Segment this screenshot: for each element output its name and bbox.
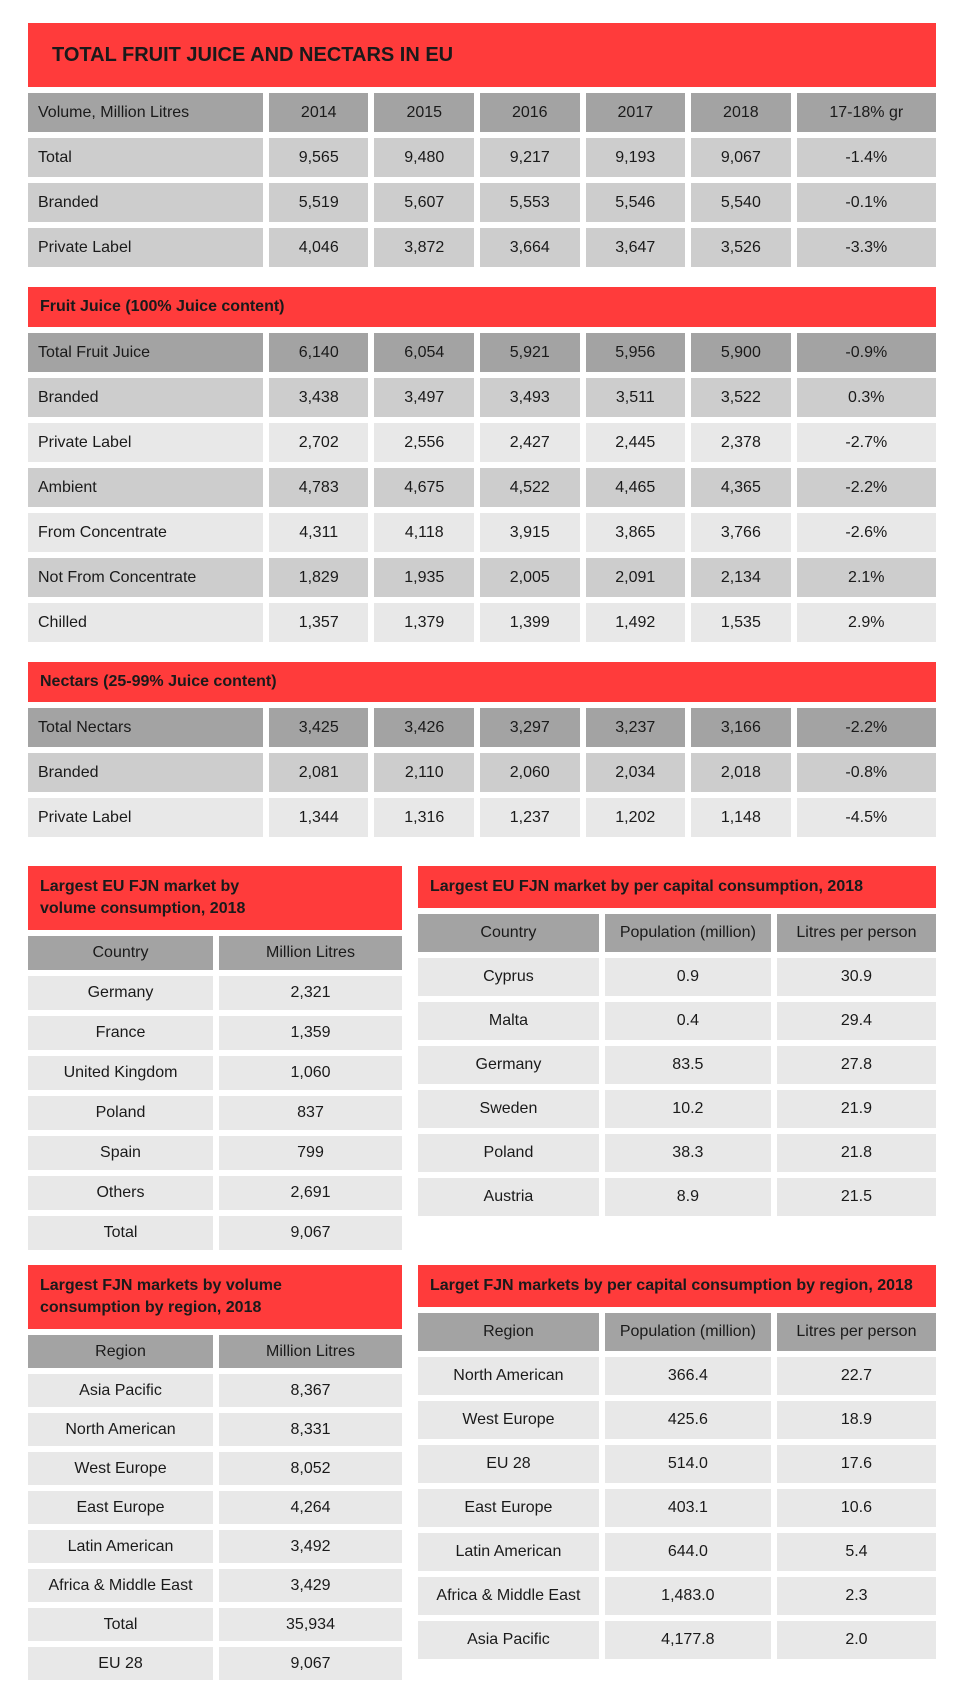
region-capita-title: Larget FJN markets by per capital consumption by region, 2018 — [418, 1265, 936, 1307]
table-cell: -0.1% — [797, 183, 936, 222]
table-cell: 2,378 — [691, 423, 791, 462]
table-cell: 1,359 — [219, 1016, 402, 1050]
table-cell: 3,426 — [374, 708, 474, 747]
table-cell: 22.7 — [777, 1357, 936, 1395]
table-cell: 3,664 — [480, 228, 580, 267]
table-cell: 3,166 — [691, 708, 791, 747]
table-cell: 0.3% — [797, 378, 936, 417]
table-cell: 18.9 — [777, 1401, 936, 1439]
header-cell: Region — [28, 1335, 213, 1368]
table-cell: 2.3 — [777, 1577, 936, 1615]
table-row — [28, 513, 936, 552]
table-cell: 4,465 — [586, 468, 686, 507]
row-label: Total Nectars — [28, 708, 263, 747]
table-row — [28, 93, 936, 132]
table-cell: 3,297 — [480, 708, 580, 747]
table-cell: 9,565 — [269, 138, 369, 177]
table-cell: -4.5% — [797, 798, 936, 837]
row-label: Africa & Middle East — [28, 1569, 213, 1602]
header-cell: Country — [28, 936, 213, 970]
table-cell: -2.6% — [797, 513, 936, 552]
table-cell: 3,429 — [219, 1569, 402, 1602]
header-cell: Million Litres — [219, 936, 402, 970]
table-cell: 1,344 — [269, 798, 369, 837]
table-cell: 2,556 — [374, 423, 474, 462]
table-cell: -2.2% — [797, 468, 936, 507]
table-row — [28, 1016, 402, 1050]
table-cell: 9,067 — [691, 138, 791, 177]
table-cell: 644.0 — [605, 1533, 771, 1571]
table-row — [28, 1413, 402, 1446]
table-row — [28, 1096, 402, 1130]
juice-section-title: Fruit Juice (100% Juice content) — [28, 287, 936, 327]
table-cell: 1,492 — [586, 603, 686, 642]
table-cell: 8,052 — [219, 1452, 402, 1485]
table-cell: 0.4 — [605, 1002, 771, 1040]
row-label: Poland — [418, 1134, 599, 1172]
table-cell: 1,060 — [219, 1056, 402, 1090]
table-cell: 4,783 — [269, 468, 369, 507]
table-row — [418, 1445, 936, 1483]
table-cell: 1,148 — [691, 798, 791, 837]
table-row — [418, 1533, 936, 1571]
table-row — [28, 603, 936, 642]
table-cell: 9,217 — [480, 138, 580, 177]
table-cell: 38.3 — [605, 1134, 771, 1172]
header-cell: 17-18% gr — [797, 93, 936, 132]
header-cell: Population (million) — [605, 914, 771, 952]
table-cell: 21.8 — [777, 1134, 936, 1172]
row-label: Chilled — [28, 603, 263, 642]
table-row — [28, 468, 936, 507]
row-label: Germany — [418, 1046, 599, 1084]
row-label: EU 28 — [418, 1445, 599, 1483]
row-label: Branded — [28, 183, 263, 222]
table-cell: 3,497 — [374, 378, 474, 417]
region-volume-title-line2: consumption by region, 2018 — [40, 1299, 262, 1316]
table-cell: 4,118 — [374, 513, 474, 552]
table-header-row — [28, 936, 402, 970]
header-cell: 2018 — [691, 93, 791, 132]
table-cell: 1,237 — [480, 798, 580, 837]
table-row — [418, 1401, 936, 1439]
row-label: Total — [28, 1608, 213, 1641]
table-cell: 1,483.0 — [605, 1577, 771, 1615]
nectar-section-title: Nectars (25-99% Juice content) — [28, 662, 936, 702]
table-cell: 837 — [219, 1096, 402, 1130]
table-row — [28, 1216, 402, 1250]
row-label: Branded — [28, 378, 263, 417]
header-cell: 2014 — [269, 93, 369, 132]
table-cell: -2.7% — [797, 423, 936, 462]
header-cell: Litres per person — [777, 1313, 936, 1351]
table-row — [28, 183, 936, 222]
eu-volume-title-line1: Largest EU FJN market by — [40, 878, 240, 895]
table-cell: 3,493 — [480, 378, 580, 417]
row-label: Spain — [28, 1136, 213, 1170]
table-cell: 5,900 — [691, 333, 791, 372]
table-cell: 4,264 — [219, 1491, 402, 1524]
table-cell: 2,691 — [219, 1176, 402, 1210]
table-row — [28, 976, 402, 1010]
table-cell: 3,511 — [586, 378, 686, 417]
table-row — [418, 1046, 936, 1084]
table-cell: 3,872 — [374, 228, 474, 267]
table-cell: 2,005 — [480, 558, 580, 597]
table-row — [418, 1134, 936, 1172]
eu-volume-body — [28, 936, 402, 1250]
row-label: Cyprus — [418, 958, 599, 996]
table-cell: 4,046 — [269, 228, 369, 267]
table-cell: -3.3% — [797, 228, 936, 267]
table-row — [28, 333, 936, 372]
table-cell: 8.9 — [605, 1178, 771, 1216]
table-cell: 2,091 — [586, 558, 686, 597]
row-label: Total — [28, 138, 263, 177]
table-cell: -1.4% — [797, 138, 936, 177]
table-row — [28, 423, 936, 462]
table-cell: 3,425 — [269, 708, 369, 747]
main-title: TOTAL FRUIT JUICE AND NECTARS IN EU — [28, 23, 936, 87]
table-cell: 3,492 — [219, 1530, 402, 1563]
table-cell: 6,054 — [374, 333, 474, 372]
table-row — [28, 1452, 402, 1485]
table-cell: 514.0 — [605, 1445, 771, 1483]
table-cell: 5,607 — [374, 183, 474, 222]
table-row — [418, 1621, 936, 1659]
table-row — [418, 1357, 936, 1395]
table-cell: 403.1 — [605, 1489, 771, 1527]
eu-volume-title — [28, 866, 402, 930]
table-row — [28, 1569, 402, 1602]
main-header-row — [28, 93, 936, 132]
header-cell: 2016 — [480, 93, 580, 132]
row-label: Malta — [418, 1002, 599, 1040]
table-cell: 21.5 — [777, 1178, 936, 1216]
table-cell: 3,915 — [480, 513, 580, 552]
table-cell: 5,519 — [269, 183, 369, 222]
table-cell: 2,060 — [480, 753, 580, 792]
row-label: Asia Pacific — [28, 1374, 213, 1407]
table-cell: 1,399 — [480, 603, 580, 642]
table-cell: 1,535 — [691, 603, 791, 642]
table-cell: 5,956 — [586, 333, 686, 372]
table-row — [28, 228, 936, 267]
header-cell: 2015 — [374, 93, 474, 132]
table-cell: 0.9 — [605, 958, 771, 996]
region-capita-table — [418, 1265, 936, 1659]
table-cell: 83.5 — [605, 1046, 771, 1084]
table-header-row — [28, 1335, 402, 1368]
table-cell: 29.4 — [777, 1002, 936, 1040]
row-label: West Europe — [28, 1452, 213, 1485]
row-label: United Kingdom — [28, 1056, 213, 1090]
row-label: Total — [28, 1216, 213, 1250]
table-row — [418, 1577, 936, 1615]
region-volume-title-line1: Largest FJN markets by volume — [40, 1277, 282, 1294]
table-cell: 2,034 — [586, 753, 686, 792]
table-cell: 3,237 — [586, 708, 686, 747]
table-cell: 1,357 — [269, 603, 369, 642]
table-cell: 3,865 — [586, 513, 686, 552]
table-row — [418, 1489, 936, 1527]
row-label: North American — [418, 1357, 599, 1395]
eu-volume-title-line2: volume consumption, 2018 — [40, 900, 246, 917]
row-label: Private Label — [28, 798, 263, 837]
table-row — [28, 1136, 402, 1170]
region-volume-title — [28, 1265, 402, 1329]
table-cell: 4,311 — [269, 513, 369, 552]
table-cell: 10.2 — [605, 1090, 771, 1128]
region-volume-body — [28, 1335, 402, 1680]
table-cell: -0.9% — [797, 333, 936, 372]
row-label: Austria — [418, 1178, 599, 1216]
header-cell: Volume, Million Litres — [28, 93, 263, 132]
region-capita-body — [418, 1313, 936, 1659]
table-cell: -2.2% — [797, 708, 936, 747]
table-row — [28, 378, 936, 417]
table-row — [418, 1178, 936, 1216]
row-label: West Europe — [418, 1401, 599, 1439]
table-cell: 366.4 — [605, 1357, 771, 1395]
table-cell: 3,526 — [691, 228, 791, 267]
row-label: Asia Pacific — [418, 1621, 599, 1659]
table-cell: 2,110 — [374, 753, 474, 792]
row-label: Private Label — [28, 228, 263, 267]
table-cell: 3,766 — [691, 513, 791, 552]
table-cell: 799 — [219, 1136, 402, 1170]
row-label: Ambient — [28, 468, 263, 507]
table-row — [28, 1608, 402, 1641]
table-cell: 30.9 — [777, 958, 936, 996]
header-cell: Country — [418, 914, 599, 952]
main-table — [28, 23, 936, 837]
row-label: Total Fruit Juice — [28, 333, 263, 372]
table-cell: 17.6 — [777, 1445, 936, 1483]
eu-capita-body — [418, 914, 936, 1216]
table-row — [28, 138, 936, 177]
table-cell: -0.8% — [797, 753, 936, 792]
header-cell: Million Litres — [219, 1335, 402, 1368]
header-cell: Litres per person — [777, 914, 936, 952]
table-cell: 9,067 — [219, 1647, 402, 1680]
table-cell: 8,331 — [219, 1413, 402, 1446]
eu-volume-table — [28, 866, 402, 1250]
table-row — [418, 958, 936, 996]
row-label: North American — [28, 1413, 213, 1446]
juice-rows — [28, 333, 936, 642]
table-cell: 2,134 — [691, 558, 791, 597]
row-label: Germany — [28, 976, 213, 1010]
table-cell: 2,702 — [269, 423, 369, 462]
table-row — [28, 1056, 402, 1090]
table-cell: 2.0 — [777, 1621, 936, 1659]
table-cell: 1,379 — [374, 603, 474, 642]
row-label: EU 28 — [28, 1647, 213, 1680]
header-cell: Population (million) — [605, 1313, 771, 1351]
table-header-row — [418, 1313, 936, 1351]
row-label: France — [28, 1016, 213, 1050]
table-cell: 1,316 — [374, 798, 474, 837]
table-cell: 8,367 — [219, 1374, 402, 1407]
row-label: Latin American — [418, 1533, 599, 1571]
row-label: East Europe — [28, 1491, 213, 1524]
table-row — [28, 1374, 402, 1407]
table-cell: 5,546 — [586, 183, 686, 222]
table-cell: 4,365 — [691, 468, 791, 507]
table-row — [418, 1002, 936, 1040]
row-label: Private Label — [28, 423, 263, 462]
table-cell: 2.1% — [797, 558, 936, 597]
main-total-rows — [28, 138, 936, 267]
table-row — [28, 753, 936, 792]
table-cell: 9,193 — [586, 138, 686, 177]
row-label: Latin American — [28, 1530, 213, 1563]
table-row — [28, 798, 936, 837]
table-row — [28, 1647, 402, 1680]
table-cell: 21.9 — [777, 1090, 936, 1128]
table-cell: 2,427 — [480, 423, 580, 462]
table-cell: 35,934 — [219, 1608, 402, 1641]
row-label: Africa & Middle East — [418, 1577, 599, 1615]
table-cell: 1,935 — [374, 558, 474, 597]
row-label: From Concentrate — [28, 513, 263, 552]
table-row — [28, 1530, 402, 1563]
table-cell: 9,480 — [374, 138, 474, 177]
table-cell: 425.6 — [605, 1401, 771, 1439]
table-cell: 2.9% — [797, 603, 936, 642]
row-label: Others — [28, 1176, 213, 1210]
table-cell: 5,553 — [480, 183, 580, 222]
table-cell: 2,321 — [219, 976, 402, 1010]
table-cell: 5,921 — [480, 333, 580, 372]
region-volume-table — [28, 1265, 402, 1680]
table-cell: 3,522 — [691, 378, 791, 417]
eu-capita-title: Largest EU FJN market by per capital consumption, 2018 — [418, 866, 936, 908]
row-label: East Europe — [418, 1489, 599, 1527]
table-row — [28, 1176, 402, 1210]
table-cell: 27.8 — [777, 1046, 936, 1084]
nectar-rows — [28, 708, 936, 837]
table-cell: 4,177.8 — [605, 1621, 771, 1659]
table-cell: 1,829 — [269, 558, 369, 597]
row-label: Branded — [28, 753, 263, 792]
table-row — [28, 708, 936, 747]
table-cell: 4,522 — [480, 468, 580, 507]
table-cell: 1,202 — [586, 798, 686, 837]
table-cell: 2,445 — [586, 423, 686, 462]
table-cell: 6,140 — [269, 333, 369, 372]
row-label: Not From Concentrate — [28, 558, 263, 597]
header-cell: 2017 — [586, 93, 686, 132]
table-cell: 5,540 — [691, 183, 791, 222]
table-row — [28, 558, 936, 597]
table-cell: 3,438 — [269, 378, 369, 417]
eu-capita-table — [418, 866, 936, 1216]
table-row — [28, 1491, 402, 1524]
table-cell: 10.6 — [777, 1489, 936, 1527]
table-row — [418, 1090, 936, 1128]
table-cell: 2,081 — [269, 753, 369, 792]
table-cell: 5.4 — [777, 1533, 936, 1571]
row-label: Poland — [28, 1096, 213, 1130]
table-cell: 4,675 — [374, 468, 474, 507]
table-header-row — [418, 914, 936, 952]
table-cell: 2,018 — [691, 753, 791, 792]
row-label: Sweden — [418, 1090, 599, 1128]
table-cell: 9,067 — [219, 1216, 402, 1250]
table-cell: 3,647 — [586, 228, 686, 267]
header-cell: Region — [418, 1313, 599, 1351]
